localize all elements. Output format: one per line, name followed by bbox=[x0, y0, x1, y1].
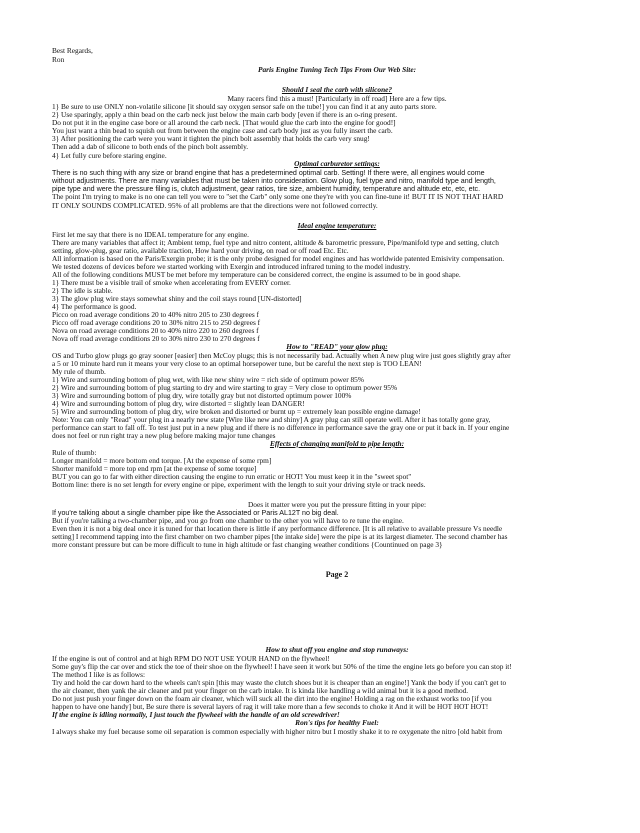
temperature-line: setting, glow-plug, gear ratio, available traction, How hard your driving, on road or off road Etc. Etc. bbox=[52, 247, 349, 255]
carb-line: without adjustments. There are many variables that must be taken into consideration. Glow plug, fuel type and nitro, manifold type and length, bbox=[52, 177, 496, 185]
silicone-line: 4} Let fully cure before staring engine. bbox=[52, 152, 167, 160]
temperature-line: Nova off road average conditions 20 to 30% nitro 230 to 270 degrees f bbox=[52, 335, 260, 343]
heading-glow-plug: How to "READ" your glow plug: bbox=[286, 343, 388, 351]
temperature-line: 2} The idle is stable. bbox=[52, 287, 113, 295]
runaways-closing: If the engine is idling normally, I just touch the flywheel with the handle of an old screwdriver! bbox=[52, 711, 340, 719]
pressure-heading: Does it matter were you put the pressure fitting in your pipe: bbox=[247, 501, 427, 509]
glow-plug-line: a 5 or 10 minute hard run it means your very close to an optimal horsepower tune, but be careful the next step is TOO LEAN! bbox=[52, 360, 422, 368]
temperature-line: 3} The glow plug wire stays somewhat shiny and the coil stays round [UN-distorted] bbox=[52, 295, 302, 303]
silicone-line: 1} Be sure to use ONLY non-volatile silicone [it should say oxygen sensor safe on the tube!] you can find it at any auto parts store. bbox=[52, 103, 437, 111]
temperature-line: All information is based on the Paris/Exergin probe; it is the only probe designed for model engines and has worldwide patented Emisivity compensation. bbox=[52, 255, 505, 263]
heading-silicone: Should I seal the carb with silicone? bbox=[281, 86, 393, 94]
runaways-line: Try and hold the car down hard to the wheels can't spin [this may waste the clutch shoes but it is cheaper than an engine!] Yank the body if you can't get to bbox=[52, 679, 507, 687]
silicone-line: Do not put it in the engine case bore or all around the carb neck. [That would glue the carb into the engine for good!] bbox=[52, 119, 396, 127]
runaways-line: Do not just push your finger down on the foam air cleaner, which will suck all the dirt into the engine! Holding a rag on the exhaust works too [if you bbox=[52, 695, 492, 703]
heading-fuel: Ron's tips for healthy Fuel: bbox=[295, 719, 379, 727]
glow-plug-line: My rule of thumb. bbox=[52, 368, 106, 376]
silicone-line: You just want a thin bead to squish out from between the engine case and carb body just as you fully insert the carb. bbox=[52, 127, 393, 135]
manifold-line: Rule of thumb: bbox=[52, 449, 97, 457]
page-title: Paris Engine Tuning Tech Tips From Our Web Site: bbox=[257, 66, 417, 74]
manifold-line: BUT you can go to far with either direction causing the engine to run erratic or HOT! You must keep it in the "sweet spot" bbox=[52, 473, 412, 481]
silicone-line: 2} Use sparingly, apply a thin bead on the carb neck just below the main carb body [even if there is an o-ring present. bbox=[52, 111, 398, 119]
temperature-line: Nova on road average conditions 20 to 40% nitro 220 to 260 degrees f bbox=[52, 327, 259, 335]
heading-carb-settings: Optimal carburetor settings: bbox=[294, 160, 380, 168]
glow-plug-line: does not feel or run right tray a new plug before making major tune changes bbox=[52, 432, 276, 440]
pressure-line: If you're talking about a single chamber pipe like the Associated or Paris AL12T no big deal. bbox=[52, 509, 339, 517]
glow-plug-line: 4} Wire and surrounding bottom of plug dry, wire distorted = slightly lean DANGER! bbox=[52, 400, 305, 408]
heading-runaways: How to shut off you engine and stop runaways: bbox=[265, 646, 409, 654]
glow-plug-line: OS and Turbo glow plugs go gray sooner [easier] then McCoy plugs; this is not necessarily bad. Actually when A new plug wire just goes slightly gray after bbox=[52, 352, 511, 360]
temperature-line: All of the following conditions MUST be met before my temperature can be considered correct, the engine is assumed to be in good shape. bbox=[52, 271, 461, 279]
silicone-line: 3} After positioning the carb were you want it tighten the pinch bolt assembly that holds the carb very snug! bbox=[52, 135, 370, 143]
pressure-line: But if you're talking a two-chamber pipe, and you go from one chamber to the other you will have to re tune the engine. bbox=[52, 517, 404, 525]
carb-line: IT ONLY SOUNDS COMPLICATED. 95% of all problems are that the directions were not followed correctly. bbox=[52, 202, 378, 210]
fuel-line: I always shake my fuel because some oil separation is common especially with higher nitro but I mostly shake it to re oxygenate the nitro [old habit from bbox=[52, 728, 503, 736]
glow-plug-line: Note: You can only "Read" your plug in a nearly new state [Wire like new and shiny] A gray plug can still operate well. After it has totally gone gray, bbox=[52, 416, 491, 424]
manifold-line: Shorter manifold = more top end rpm [at the expense of some torque] bbox=[52, 465, 257, 473]
runaways-line: the air cleaner, then yank the air cleaner and put your finger on the carb intake. It is kinda like handling a wild animal but it is a good method. bbox=[52, 687, 469, 695]
silicone-line: Then add a dab of silicone to both ends of the pinch bolt assembly. bbox=[52, 143, 249, 151]
pressure-line: setting] I recommend tapping into the first chamber on two chamber pipes [the intake side] were the pipe is at its largest diameter. The second chamber has bbox=[52, 533, 508, 541]
temperature-line: First let me say that there is no IDEAL temperature for any engine. bbox=[52, 231, 249, 239]
page-number: Page 2 bbox=[325, 571, 349, 579]
runaways-line: If the engine is out of control and at high RPM DO NOT USE YOUR HAND on the flywheel! bbox=[52, 655, 330, 663]
glow-plug-line: 1} Wire and surrounding bottom of plug wet, with like new shiny wire = rich side of optimum power 85% bbox=[52, 376, 364, 384]
pressure-line: more constant pressure but can be more difficult to tune in high altitude or fast changing weather conditions {Countinued on page 3} bbox=[52, 541, 443, 549]
carb-line: The point I'm trying to make is no one can tell you were to "set the Carb" only some one they're with you can fine-tune it! BUT IT IS NOT THAT HARD bbox=[52, 193, 504, 201]
carb-line: pipe type and were the pressure filing is, clutch adjustment, gear ratios, tire size, ambient humidity, temperature and altitude etc, etc, etc. bbox=[52, 185, 481, 193]
signature-name: Ron bbox=[52, 56, 65, 64]
manifold-line: Bottom line: there is no set length for every engine or pipe, experiment with the length to suit your driving style or track needs. bbox=[52, 481, 426, 489]
runaways-line: Some guy's flip the car over and stick the toe of their shoe on the flywheel! I have seen it work but 50% of the time the engine lets go before you can stop it! bbox=[52, 663, 512, 671]
greeting-line: Best Regards, bbox=[52, 47, 93, 55]
temperature-line: There are many variables that affect it; Ambient temp, fuel type and nitro content, altitude & barometric pressure, Pipe/manifold type and setting, clutch bbox=[52, 239, 499, 247]
heading-temperature: Ideal engine temperature: bbox=[297, 222, 377, 230]
silicone-intro: Many racers find this a must! [Particularly in off road] Here are a few tips. bbox=[227, 95, 447, 103]
temperature-line: 1} There must be a visible trail of smoke when accelerating from EVERY corner. bbox=[52, 279, 291, 287]
temperature-line: Picco off road average conditions 20 to 30% nitro 215 to 250 degrees f bbox=[52, 319, 261, 327]
temperature-line: 4} The performance is good. bbox=[52, 303, 137, 311]
glow-plug-line: 5} Wire and surrounding bottom of plug dry, wire broken and distorted or burnt up = extremely lean possible engine damage! bbox=[52, 408, 421, 416]
runaways-line: happen to have one handy] but, Be sure there is several layers of rag it will take more than a few seconds to choke it And it will be HOT HOT HOT! bbox=[52, 703, 489, 711]
glow-plug-line: performance can start to fall off. To test just put in a new plug and if there is no difference in performance save the gray one or put it back in. If your engine bbox=[52, 424, 510, 432]
glow-plug-line: 3} Wire and surrounding bottom of plug dry, wire totally gray but not distorted optimum power 100% bbox=[52, 392, 352, 400]
glow-plug-line: 2} Wire and surrounding bottom of plug starting to dry and wire starting to gray = Very close to optimum power 95% bbox=[52, 384, 398, 392]
heading-manifold: Effects of changing manifold to pipe length: bbox=[269, 440, 405, 448]
temperature-line: Picco on road average conditions 20 to 40% nitro 205 to 230 degrees f bbox=[52, 311, 260, 319]
pressure-line: Even then it is not a big deal once it is tuned for that location there is little if any performance difference. [It is all relative to available pressure Vs needle bbox=[52, 525, 503, 533]
carb-line: There is no such thing with any size or brand engine that has a predetermined optimal carb. Setting! If there were, all engines would come bbox=[52, 169, 485, 177]
runaways-line: The method I like is as follows: bbox=[52, 671, 146, 679]
temperature-line: We tested dozens of devices before we started working with Exergin and introduced infrared tuning to the model industry. bbox=[52, 263, 411, 271]
manifold-line: Longer manifold = more bottom end torque. [At the expense of some rpm] bbox=[52, 457, 272, 465]
